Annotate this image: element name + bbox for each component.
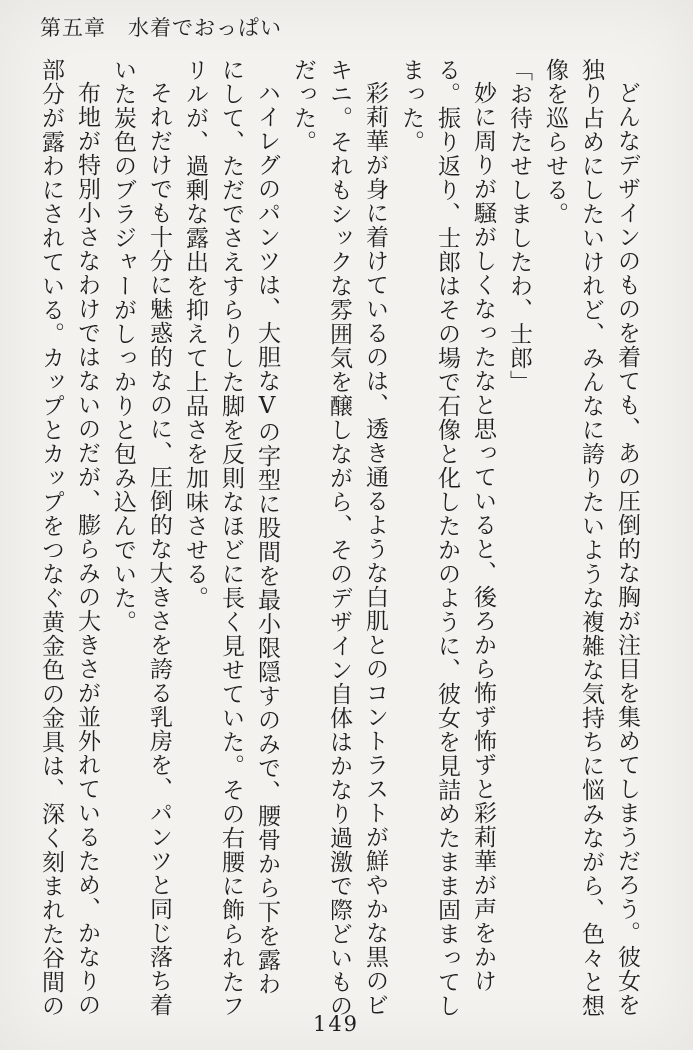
body-text [33,58,645,1018]
page-number: 149 [312,1012,360,1036]
paragraph-1: どんなデザインのものを着ても、あの圧倒的な胸が注目を集めてしまうだろう。彼女を独り占めにしたいけれど、みんなに誇りたいような複雑な気持ちに悩みながら、色々と想像を巡らせる。 [542,58,640,1018]
paragraph-3: 妙に周りが騒がしくなったなと思っていると、後ろから怖ず怖ずと彩莉華が声をかける。振り返り、士郎はその場で石像と化したかのように、彼女を見詰めたまま固まってしまった。 [398,58,496,1018]
paragraph-7: 布地が特別小さなわけではないのだが、膨らみの大きさが並外れているため、かなりの部分が露わにされている。カップとカップをつなぐ黄金色の金具は、深く刻まれた谷間の [38,58,100,1018]
chapter-header: 第五章 水着でおっぱい [40,16,282,40]
paragraph-5: ハイレグのパンツは、大胆なVの字型に股間を最小限隠すのみで、腰骨から下を露わにして、ただでさえすらりした脚を反則なほどに長く見せていた。その右腰に飾られたフリルが、過剰な露出を抑えて上品さを加味させる。 [182,58,280,1018]
paragraph-6: それだけでも十分に魅惑的なのに、圧倒的な大きさを誇る乳房を、パンツと同じ落ち着いた炭色のブラジャーがしっかりと包み込んでいた。 [110,58,172,1017]
dialogue-line: 「お待たせしましたわ、士郎」 [506,58,532,394]
paragraph-4: 彩莉華が身に着けているのは、透き通るような白肌とのコントラストが鮮やかな黒のビキニ。それもシックな雰囲気を醸しながら、そのデザイン自体はかなり過激で際どいものだった。 [290,58,388,1018]
